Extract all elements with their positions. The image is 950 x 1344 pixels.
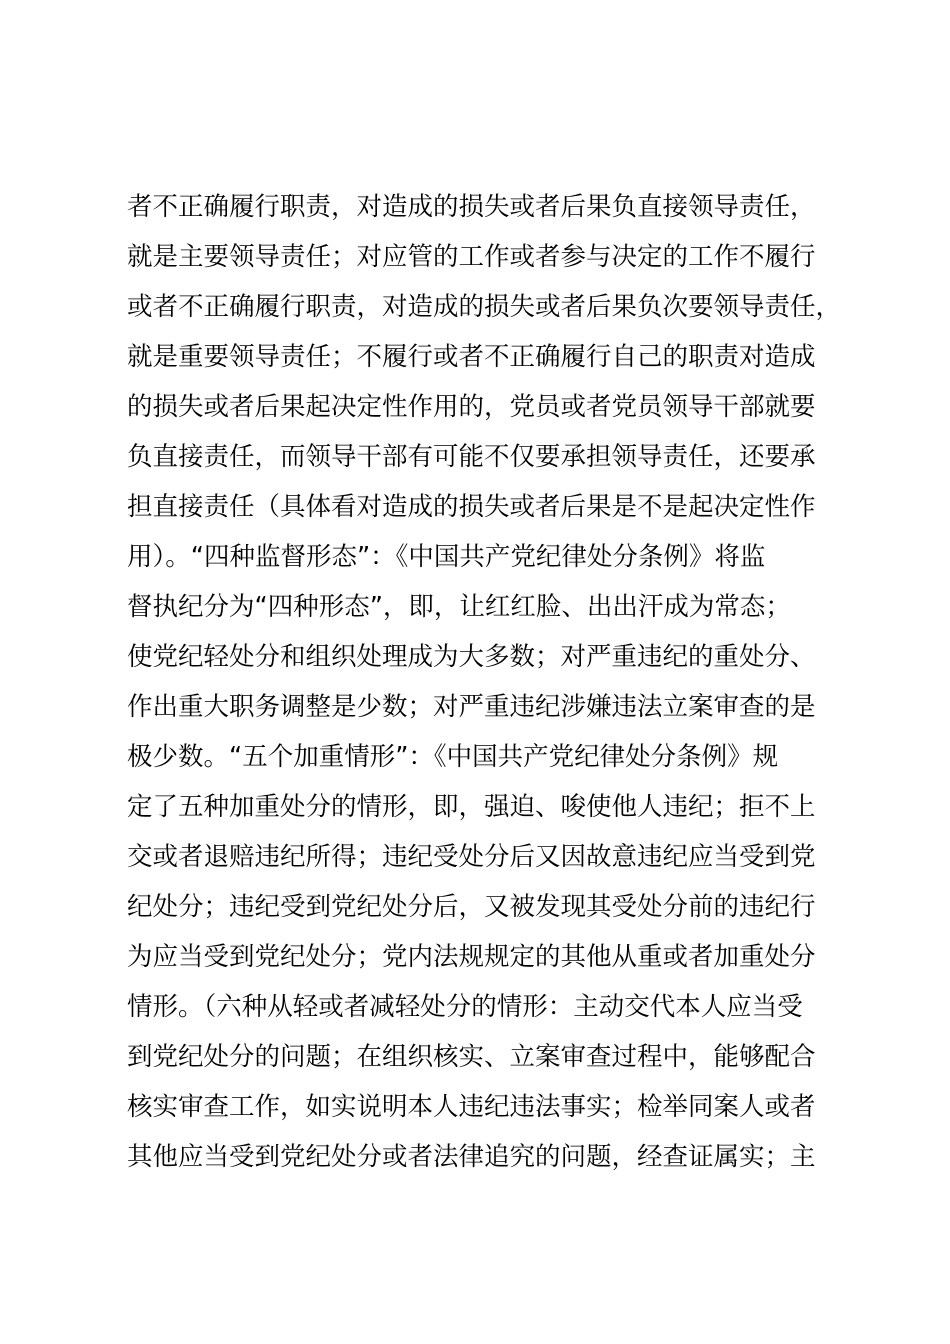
text-line: 用）。“四种监督形态”：《中国共产党纪律处分条例》将监 [127,542,766,572]
text-line: 就是主要领导责任；对应管的工作或者参与决定的工作不履行 [127,242,816,272]
text-line: 负直接责任，而领导干部有可能不仅要承担领导责任，还要承 [127,442,816,472]
text-line: 或者不正确履行职责，对造成的损失或者后果负次要领导责任， [127,292,842,322]
text-line: 情形。（六种从轻或者减轻处分的情形：主动交代本人应当受 [127,992,803,1022]
text-line: 交或者退赔违纪所得；违纪受处分后又因故意违纪应当受到党 [127,842,816,872]
text-line: 纪处分；违纪受到党纪处分后，又被发现其受处分前的违纪行 [127,892,816,922]
text-line: 为应当受到党纪处分；党内法规规定的其他从重或者加重处分 [127,942,816,972]
text-line: 的损失或者后果起决定性作用的，党员或者党员领导干部就要 [127,392,816,422]
text-line: 核实审查工作，如实说明本人违纪违法事实；检举同案人或者 [127,1092,816,1122]
text-line: 其他应当受到党纪处分或者法律追究的问题，经查证属实；主 [127,1142,816,1172]
body-paragraph [127,182,867,1182]
text-line: 使党纪轻处分和组织处理成为大多数；对严重违纪的重处分、 [127,642,816,672]
text-line: 者不正确履行职责，对造成的损失或者后果负直接领导责任， [127,192,816,222]
text-line: 定了五种加重处分的情形，即，强迫、唆使他人违纪；拒不上 [127,792,816,822]
text-line: 到党纪处分的问题；在组织核实、立案审查过程中，能够配合 [127,1042,816,1072]
text-line: 作出重大职务调整是少数；对严重违纪涉嫌违法立案审查的是 [127,692,816,722]
text-line: 极少数。“五个加重情形”：《中国共产党纪律处分条例》规 [127,742,779,772]
text-line: 担直接责任（具体看对造成的损失或者后果是不是起决定性作 [127,492,816,522]
text-line: 就是重要领导责任；不履行或者不正确履行自己的职责对造成 [127,342,816,372]
text-line: 督执纪分为“四种形态”，即，让红红脸、出出汗成为常态； [127,592,791,622]
